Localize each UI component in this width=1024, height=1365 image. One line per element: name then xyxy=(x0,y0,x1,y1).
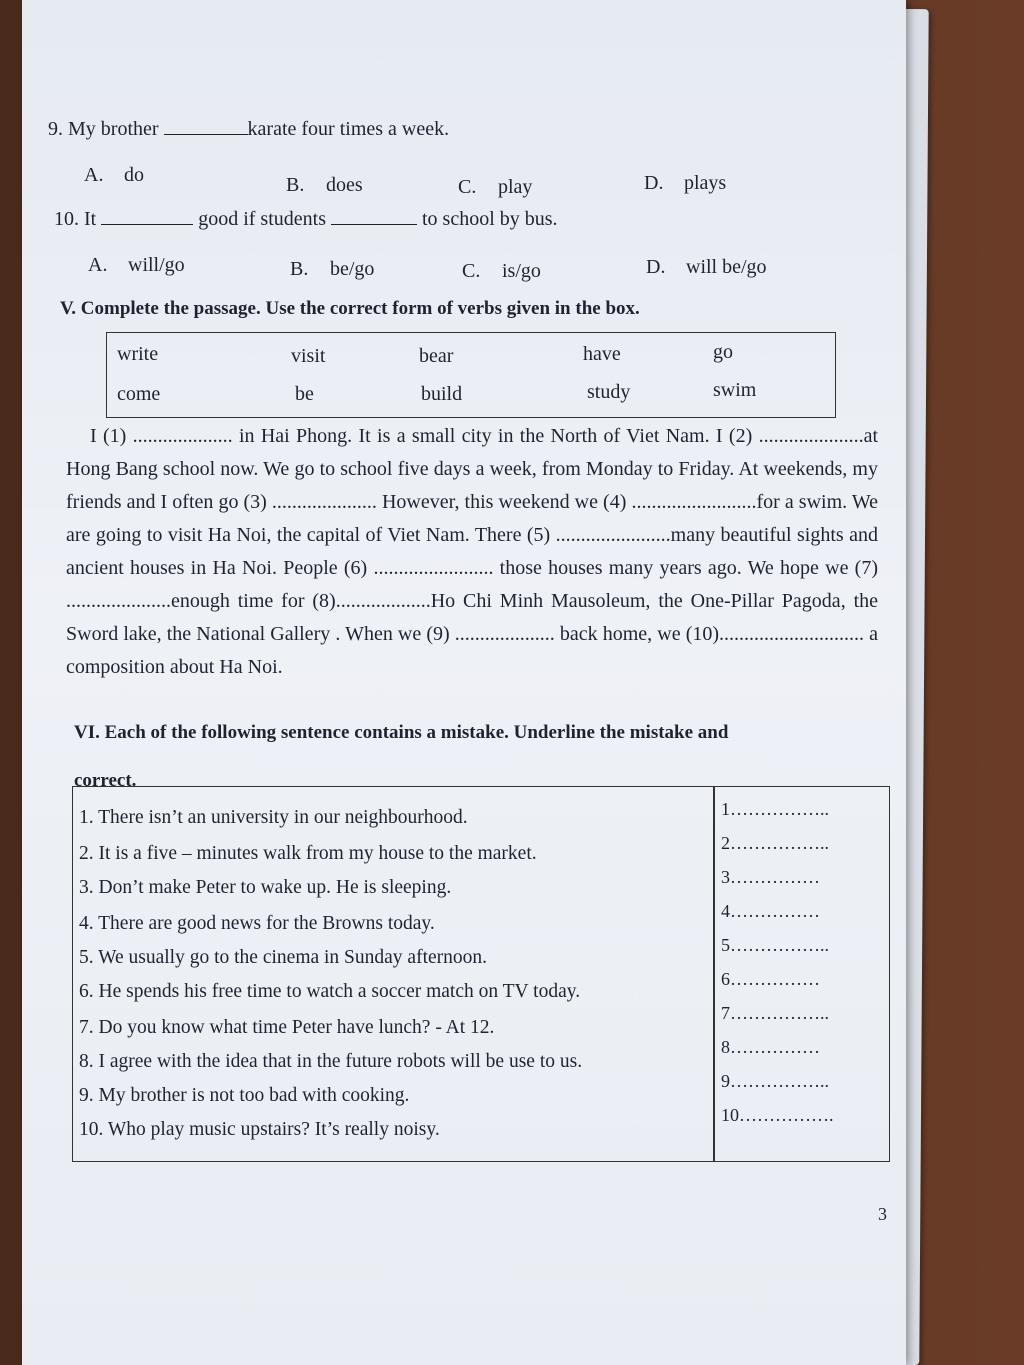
answer-slot: 2…………….. xyxy=(721,833,829,853)
passage-text: I (1) .................... in Hai Phong. It is a small city in the North of Viet Nam. I (2) .....................at Hong Bang school now. We go to school five days a week, from Monday to Friday. At weekends, my friends and I often go (3) ..................... However, this weekend we (4) .........................for a swim. We are going to visit Ha Noi, the capital of Viet Nam. There (5) .......................many beautiful sights and ancient houses in Ha Noi. People (6) ........................ those houses many years ago. We hope we (7) .....................enough time for (8)...................Ho Chi Minh Mausoleum, the One-Pillar Pagoda, the Sword lake, the National Gallery . When we (9) .................... back home, we (10)............................. a composition about Ha Noi. xyxy=(66,425,878,678)
answer-slot: 9…………….. xyxy=(721,1071,829,1091)
worksheet-page xyxy=(22,0,906,1365)
table-divider xyxy=(713,787,715,1161)
answer-slot: 10……………. xyxy=(721,1105,834,1125)
question-9-option-b: B. does xyxy=(286,174,363,196)
sentence-item: 8. I agree with the idea that in the future robots will be use to us. xyxy=(79,1051,583,1072)
verb-box xyxy=(106,332,836,418)
page-number: 3 xyxy=(878,1204,887,1224)
question-10-option-d: D. will be/go xyxy=(646,256,767,278)
sentence-item: 10. Who play music upstairs? It’s really noisy. xyxy=(79,1119,440,1140)
answer-slot: 5…………….. xyxy=(721,935,829,955)
question-9-option-d: D. plays xyxy=(644,172,727,194)
sentence-item: 6. He spends his free time to watch a soccer match on TV today. xyxy=(79,981,581,1002)
verb-box-word: write xyxy=(117,343,159,365)
question-9-option-c: C. play xyxy=(458,176,533,198)
verb-box-word: go xyxy=(713,341,733,363)
sentence-item: 1. There isn’t an university in our neighbourhood. xyxy=(79,807,468,828)
verb-box-word: visit xyxy=(291,345,326,367)
verb-box-word: build xyxy=(421,383,463,405)
question-10-blank-2 xyxy=(331,224,417,225)
sentence-item: 5. We usually go to the cinema in Sunday afternoon. xyxy=(79,947,488,968)
section-6-heading-continued: correct. xyxy=(74,770,137,791)
question-9-suffix: karate four times a week. xyxy=(247,118,450,140)
answer-slot: 7…………….. xyxy=(721,1003,829,1023)
sentence-item: 4. There are good news for the Browns today. xyxy=(79,913,435,934)
sentence-item: 9. My brother is not too bad with cooking. xyxy=(79,1085,410,1106)
question-9-prefix: 9. My brother xyxy=(48,118,159,140)
answer-slot: 8…………… xyxy=(721,1037,820,1057)
sentence-item: 3. Don’t make Peter to wake up. He is sleeping. xyxy=(79,877,452,898)
verb-box-word: swim xyxy=(713,379,757,401)
error-correction-table xyxy=(72,786,890,1162)
verb-box-word: study xyxy=(587,381,631,403)
answer-slot: 3…………… xyxy=(721,867,820,887)
question-9-blank xyxy=(164,134,248,135)
answer-slot: 4…………… xyxy=(721,901,820,921)
verb-box-word: come xyxy=(117,383,161,405)
answer-slot: 6…………… xyxy=(721,969,820,989)
sentence-item: 2. It is a five – minutes walk from my house to the market. xyxy=(79,843,537,864)
verb-box-word: have xyxy=(583,343,621,365)
sentence-item: 7. Do you know what time Peter have lunch? - At 12. xyxy=(79,1017,495,1038)
question-10-option-c: C. is/go xyxy=(462,260,541,282)
verb-box-word: be xyxy=(295,383,314,405)
question-10-stem: 10. It good if students to school by bus. xyxy=(54,208,558,230)
question-10-option-b: B. be/go xyxy=(290,258,375,280)
section-6-heading: VI. Each of the following sentence contains a mistake. Underline the mistake and xyxy=(74,722,729,743)
question-9-option-a: A. do xyxy=(84,164,144,186)
answer-slot: 1…………….. xyxy=(721,799,829,819)
verb-box-word: bear xyxy=(419,345,454,367)
question-9-stem xyxy=(48,118,449,141)
reading-passage xyxy=(66,420,878,684)
section-5-heading: V. Complete the passage. Use the correct form of verbs given in the box. xyxy=(60,298,640,319)
question-10-blank-1 xyxy=(101,224,193,225)
question-10-option-a: A. will/go xyxy=(88,254,185,276)
